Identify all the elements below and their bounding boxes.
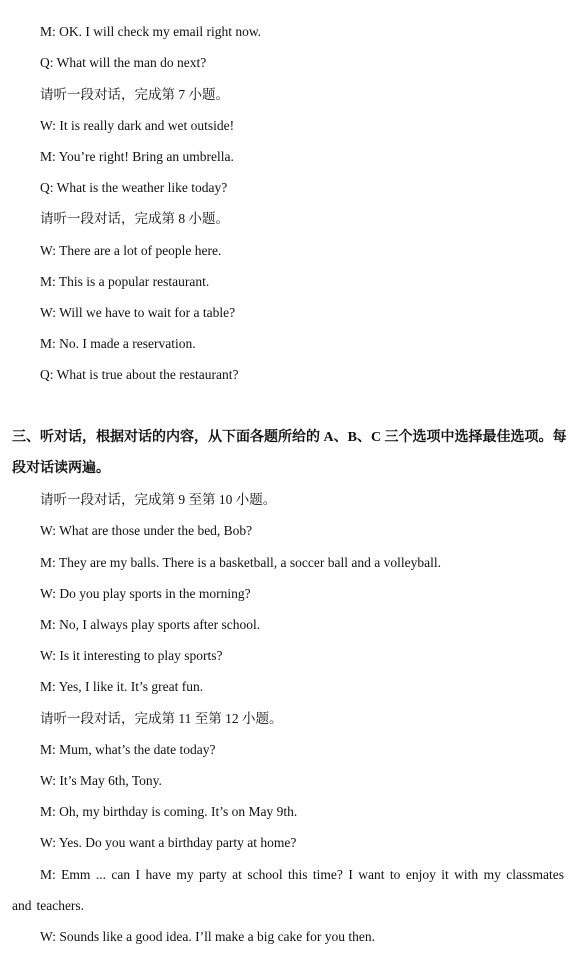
dialogue-line: W: Is it interesting to play sports? [40, 648, 223, 663]
instruction-line: 请听一段对话，完成第 8 小题。 [40, 211, 229, 226]
instruction-line: 请听一段对话，完成第 9 至第 10 小题。 [40, 492, 277, 507]
dialogue-line: W: Do you play sports in the morning? [40, 586, 251, 601]
question-line: Q: What will the man do next? [40, 55, 207, 70]
dialogue-line: M: Yes, I like it. It’s great fun. [40, 679, 204, 694]
section-heading: 三、听对话，根据对话的内容，从下面各题所给的 A、B、C 三个选项中选择最佳选项。每段对话读两遍。 [12, 430, 567, 476]
dialogue-line: M: Mum, what’s the date today? [40, 742, 216, 757]
question-line: Q: What is true about the restaurant? [40, 367, 239, 382]
dialogue-line: M: They are my balls. There is a basketball, a soccer ball and a volleyball. [40, 555, 441, 570]
dialogue-line: W: Sounds like a good idea. I’ll make a big cake for you then. [40, 929, 376, 944]
dialogue-line: M: Oh, my birthday is coming. It’s on May 9th. [40, 804, 298, 819]
dialogue-line: W: It’s May 6th, Tony. [40, 773, 162, 788]
dialogue-line: W: There are a lot of people here. [40, 243, 222, 258]
dialogue-line: W: Will we have to wait for a table? [40, 305, 236, 320]
dialogue-paragraph: M: Emm ... can I have my party at school this time? I want to enjoy it with my classmates and teachers. [12, 867, 564, 913]
dialogue-line: M: You’re right! Bring an umbrella. [40, 149, 234, 164]
dialogue-line: W: It is really dark and wet outside! [40, 118, 235, 133]
dialogue-line: M: This is a popular restaurant. [40, 274, 210, 289]
instruction-line: 请听一段对话，完成第 11 至第 12 小题。 [40, 711, 283, 726]
dialogue-line: M: No, I always play sports after school. [40, 617, 261, 632]
dialogue-line: M: No. I made a reservation. [40, 336, 196, 351]
dialogue-line: M: OK. I will check my email right now. [40, 24, 262, 39]
dialogue-line: W: What are those under the bed, Bob? [40, 523, 253, 538]
dialogue-line: W: Yes. Do you want a birthday party at home? [40, 835, 297, 850]
question-line: Q: What is the weather like today? [40, 180, 228, 195]
instruction-line: 请听一段对话，完成第 7 小题。 [40, 87, 229, 102]
